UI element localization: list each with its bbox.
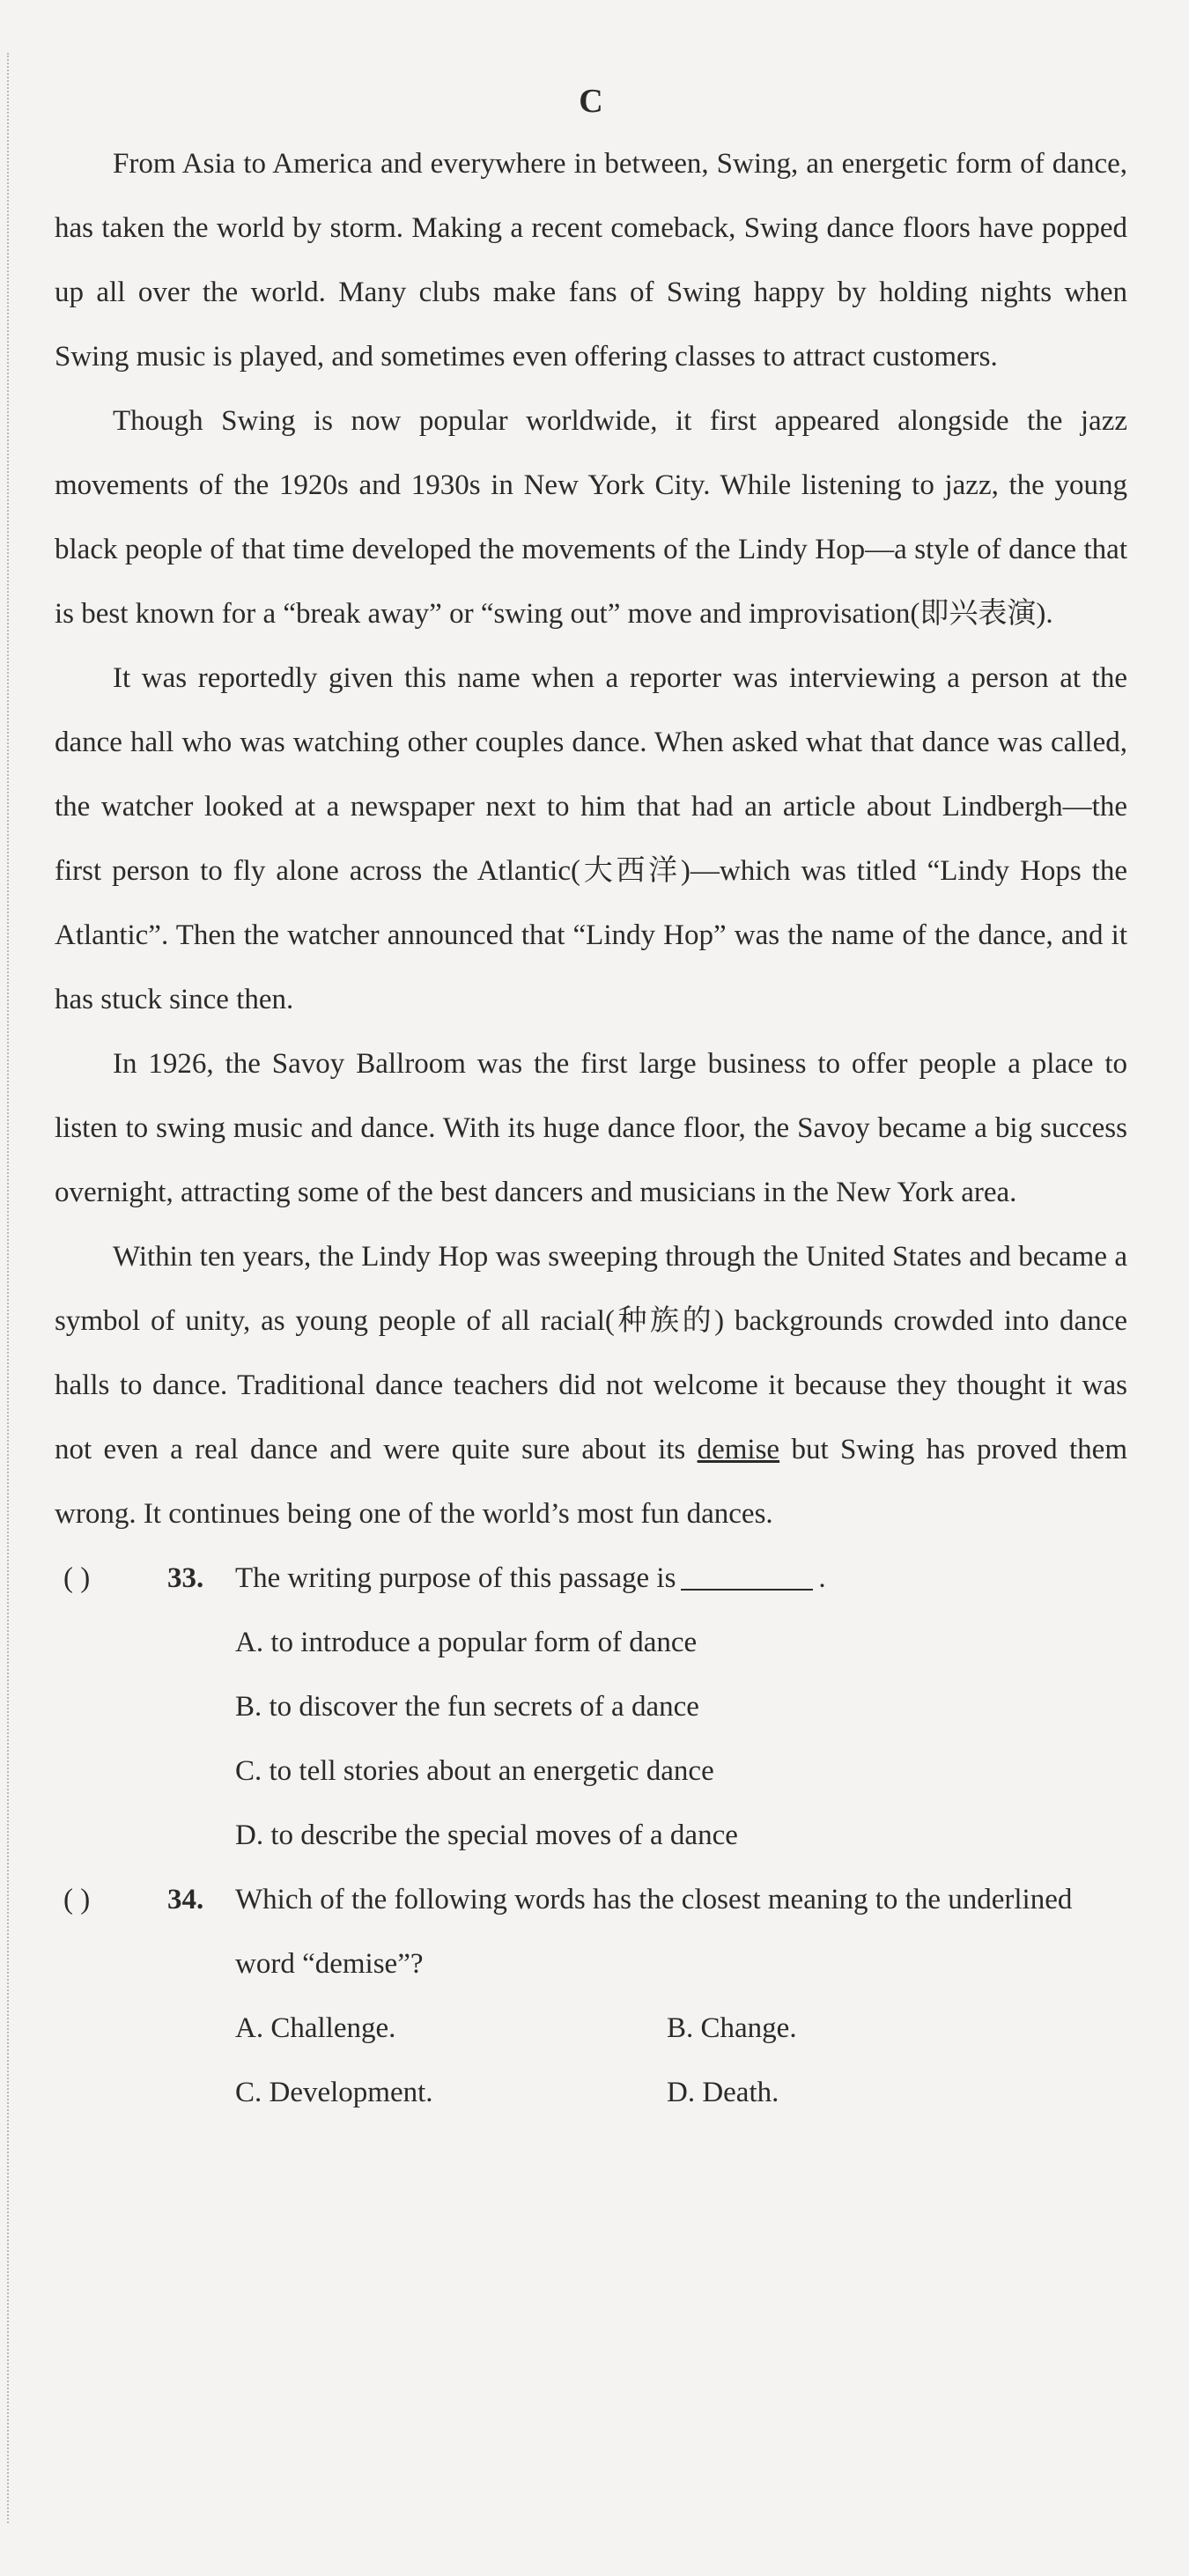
options-33 (55, 1611, 1127, 1868)
paragraph-5-text-after: but Swing has proved them wrong. It continues being one of the world’s most fun dances. (55, 1434, 1127, 1530)
paragraph-2: Though Swing is now popular worldwide, it first appeared alongside the jazz movements of the 1920s and 1930s in New York City. While listening to jazz, the young black people of that time developed the movements of the Lindy Hop—a style of dance that is best known for a “break away” or “swing out” move and improvisation(即兴表演). (55, 405, 1127, 630)
section-title: C (579, 83, 603, 120)
answer-blank-33[interactable] (681, 1560, 813, 1591)
option-33-c[interactable]: C. to tell stories about an energetic dance (235, 1755, 714, 1787)
option-34-d[interactable]: D. Death. (667, 2077, 779, 2108)
question-stem-33: The writing purpose of this passage is (235, 1562, 676, 1594)
reading-passage-page (55, 79, 1127, 2125)
answer-parentheses-34[interactable]: ( ) (63, 1884, 91, 1915)
option-33-d[interactable]: D. to describe the special moves of a dance (235, 1819, 738, 1851)
paragraph-5 (55, 1225, 1127, 1546)
paragraph-5-text-before: Within ten years, the Lindy Hop was sweeping through the United States and became a symbol of unity, as young people of all racial(种族的) backgrounds crowded into dance halls to dance. Traditional dance teachers did not welcome it because they thought it was not even a real dance and were quite sure about its (55, 1241, 1127, 1465)
question-stem-34: Which of the following words has the closest meaning to the underlined word “demise”? (235, 1884, 1073, 1980)
paragraph-1: From Asia to America and everywhere in between, Swing, an energetic form of dance, has taken the world by storm. Making a recent comeback, Swing dance floors have popped up all over the world. Many clubs make fans of Swing happy by holding nights when Swing music is played, and sometimes even offering classes to attract customers. (55, 148, 1127, 373)
answer-parentheses-33[interactable]: ( ) (63, 1562, 91, 1594)
option-34-b[interactable]: B. Change. (667, 2012, 797, 2044)
underlined-word-demise: demise (697, 1434, 780, 1465)
paragraph-3: It was reportedly given this name when a reporter was interviewing a person at the dance hall who was watching other couples dance. When asked what that dance was called, the watcher looked at a newspaper next to him that had an article about Lindbergh—the first person to fly alone across the Atlantic(大西洋)—which was titled “Lindy Hops the Atlantic”. Then the watcher announced that “Lindy Hop” was the name of the dance, and it has stuck since then. (55, 662, 1127, 1015)
question-number-33: 33. (167, 1562, 204, 1594)
option-33-b[interactable]: B. to discover the fun secrets of a dance (235, 1691, 699, 1723)
options-34 (55, 1997, 1127, 2125)
question-stem-33-end: . (818, 1562, 826, 1594)
option-33-a[interactable]: A. to introduce a popular form of dance (235, 1627, 698, 1658)
option-34-c[interactable]: C. Development. (235, 2077, 433, 2108)
question-33 (55, 1546, 1127, 1611)
paragraph-4: In 1926, the Savoy Ballroom was the first large business to offer people a place to listen to swing music and dance. With its huge dance floor, the Savoy became a big success overnight, attracting some of the best dancers and musicians in the New York area. (55, 1048, 1127, 1208)
question-34 (55, 1868, 1127, 1997)
question-number-34: 34. (167, 1884, 204, 1915)
binding-margin-line (7, 53, 9, 2523)
option-34-a[interactable]: A. Challenge. (235, 2012, 396, 2044)
